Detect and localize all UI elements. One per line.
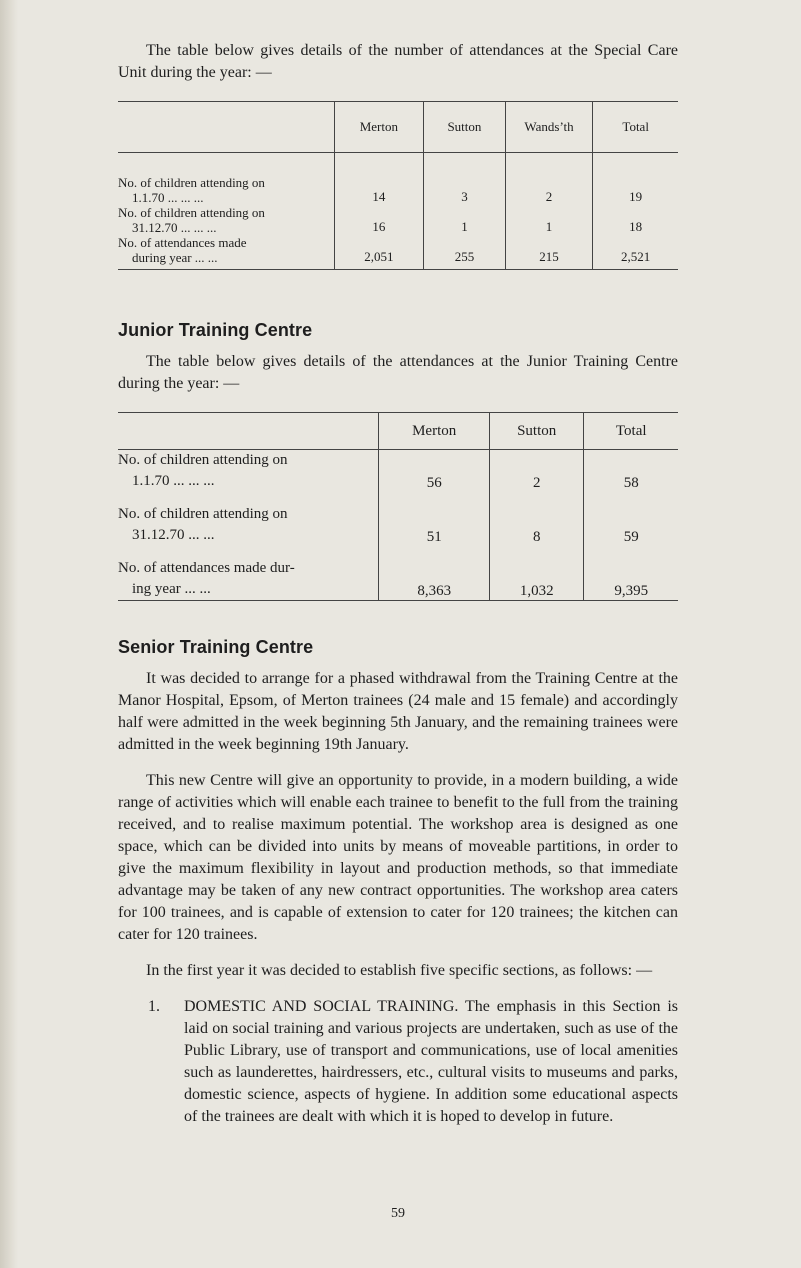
- cell-value: 215: [505, 235, 593, 270]
- row-label: No. of children attending on: [118, 205, 265, 220]
- cell-value: 2,051: [334, 235, 424, 270]
- row-label: No. of children attending on: [118, 506, 288, 522]
- cell-value: 3: [424, 175, 506, 205]
- cell-value: 19: [629, 189, 643, 204]
- list-item: [118, 996, 678, 1128]
- junior-training-intro: The table below gives details of the attendances at the Junior Training Centre during the year: —: [118, 353, 678, 392]
- row-label: No. of attendances made dur-: [118, 560, 295, 576]
- table-row: [118, 205, 678, 235]
- cell-value: 8: [489, 492, 584, 546]
- table-header-blank: [118, 102, 334, 153]
- senior-training-heading: Senior Training Centre: [118, 637, 314, 657]
- cell-value: 58: [623, 475, 639, 491]
- junior-training-heading: Junior Training Centre: [118, 320, 313, 340]
- special-care-intro: The table below gives details of the number of attendances at the Special Care Unit during the year: —: [118, 42, 678, 81]
- junior-training-table: [118, 412, 678, 601]
- table-row: [118, 546, 678, 601]
- sections-list: [118, 996, 678, 1128]
- document-page: [118, 40, 678, 1221]
- table-header-total: Total: [584, 413, 678, 450]
- list-item-number: 1.: [148, 998, 160, 1015]
- cell-value: 8,363: [379, 546, 489, 601]
- row-label: during year ... ...: [132, 250, 218, 265]
- cell-value: 1: [424, 205, 506, 235]
- table-header-wandsworth: Wands’th: [505, 102, 593, 153]
- row-label: 1.1.70 ... ... ...: [132, 473, 215, 489]
- table-header-row: [118, 102, 678, 153]
- table-header-blank: [118, 413, 379, 450]
- table-header-merton: Merton: [379, 413, 489, 450]
- senior-paragraph-2: This new Centre will give an opportunity to provide, in a modern building, a wide range of activities which will enable each trainee to benefit to the full from the training received, and to realise maximum potential. The workshop area is designed as one space, which can be divided into units by means of moveable partitions, in order to give the maximum flexibility in layout and production methods, so that immediate advantage may be taken of any new contract opportunities. The workshop area caters for 100 trainees, and is capable of extension to cater for 120 trainees; the kitchen can cater for 120 trainees.: [118, 772, 678, 943]
- table-header-total: Total: [593, 102, 678, 153]
- table-header-row: [118, 413, 678, 450]
- list-item-text: DOMESTIC AND SOCIAL TRAINING. The emphasis in this Section is laid on social training and various projects are undertaken, such as use of the Public Library, use of transport and communications, use of local amenities such as launderettes, hairdressers, etc., cultural visits to museums and parks, domestic science, aspects of hygiene. In addition some educational aspects of the trainees are dealt with which it is hoped to develop in future.: [184, 998, 678, 1125]
- cell-value: 2: [505, 175, 593, 205]
- cell-value: 1: [505, 205, 593, 235]
- special-care-table: [118, 101, 678, 270]
- table-header-sutton: Sutton: [489, 413, 584, 450]
- table-row: [118, 492, 678, 546]
- row-label: ing year ... ...: [132, 581, 211, 597]
- table-row: [118, 235, 678, 270]
- cell-value: 18: [629, 219, 643, 234]
- cell-value: 1,032: [489, 546, 584, 601]
- page-number: 59: [391, 1206, 405, 1221]
- table-row: [118, 450, 678, 493]
- senior-paragraph-1: It was decided to arrange for a phased withdrawal from the Training Centre at the Manor Hospital, Epsom, of Merton trainees (24 male and 15 female) and accordingly half were admitted in the week beginning 5th January, and the remaining trainees were admitted in the week beginning 19th January.: [118, 670, 678, 753]
- row-label: No. of children attending on: [118, 452, 288, 468]
- senior-paragraph-3: In the first year it was decided to establish five specific sections, as follows: —: [146, 962, 653, 979]
- row-label: 31.12.70 ... ... ...: [132, 220, 217, 235]
- table-header-merton: Merton: [334, 102, 424, 153]
- table-row: [118, 175, 678, 205]
- cell-value: 9,395: [584, 546, 678, 601]
- cell-value: 14: [334, 175, 424, 205]
- row-label: 1.1.70 ... ... ...: [132, 190, 204, 205]
- row-label: No. of children attending on: [118, 175, 265, 190]
- cell-value: 2,521: [593, 235, 678, 270]
- row-label: No. of attendances made: [118, 235, 247, 250]
- cell-value: 59: [623, 529, 639, 545]
- cell-value: 16: [334, 205, 424, 235]
- cell-value: 255: [424, 235, 506, 270]
- table-header-sutton: Sutton: [424, 102, 506, 153]
- cell-value: 2: [489, 450, 584, 493]
- row-label: 31.12.70 ... ...: [132, 527, 215, 543]
- cell-value: 51: [379, 492, 489, 546]
- cell-value: 56: [379, 450, 489, 493]
- page-binding-edge: [0, 0, 18, 1268]
